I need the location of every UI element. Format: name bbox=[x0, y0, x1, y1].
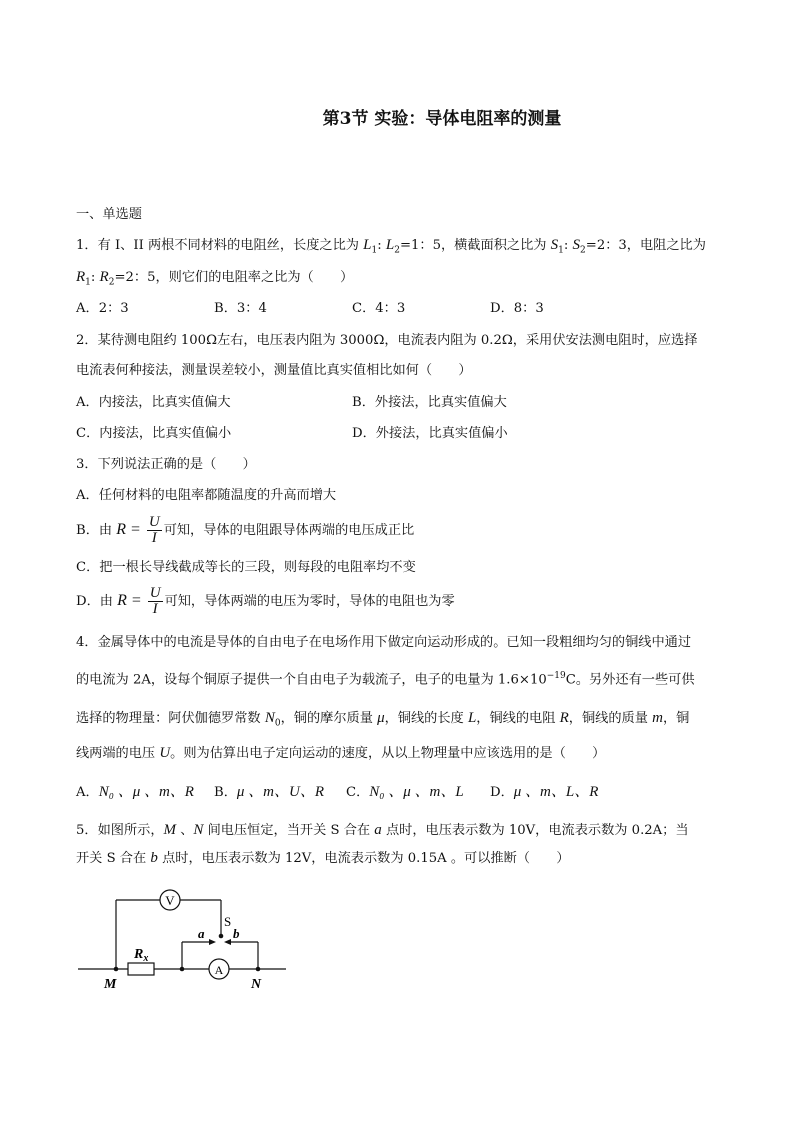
q1-option-c[interactable]: C．4：3 bbox=[352, 301, 406, 316]
q1-option-d[interactable]: D．8：3 bbox=[490, 301, 544, 316]
page-title: 第3节 实验：导体电阻率的测量 bbox=[322, 109, 562, 129]
var-L2-subscript: 2 bbox=[394, 245, 400, 256]
option-variables: N₀ 、μ 、m、L bbox=[369, 784, 464, 800]
var-L1-subscript: 1 bbox=[371, 245, 378, 256]
question-1-line-1 bbox=[76, 235, 706, 261]
point-b-label: b bbox=[233, 926, 240, 941]
q4-exponent: −19 bbox=[546, 671, 566, 681]
option-letter: D． bbox=[490, 785, 514, 800]
var-L1: L bbox=[363, 237, 372, 253]
q3-option-d-prefix: D．由 bbox=[76, 594, 118, 609]
q5-text: 间电压恒定，当开关 S 合在 bbox=[203, 823, 375, 838]
node-dot bbox=[180, 967, 185, 972]
question-3-stem: 3．下列说法正确的是（ ） bbox=[76, 457, 256, 472]
q3-option-a[interactable]: A．任何材料的电阻率都随温度的升高而增大 bbox=[76, 488, 337, 503]
var-R1-subscript: 1 bbox=[85, 277, 91, 288]
var-S1: S bbox=[550, 237, 559, 253]
resistor-rx bbox=[128, 963, 154, 975]
q5-text: 点时，电压表示数为 12V，电流表示数为 0.15A 。可以推断（ ） bbox=[157, 851, 570, 866]
q1-text: 1．有 I、II 两根不同材料的电阻丝，长度之比为 bbox=[76, 238, 364, 253]
arrow-b-icon bbox=[224, 939, 231, 945]
var-b: b bbox=[150, 850, 158, 866]
q3-option-b-text: 可知，导体的电阻跟导体两端的电压成正比 bbox=[163, 523, 415, 538]
q3-option-d[interactable] bbox=[76, 582, 455, 621]
option-letter: B． bbox=[214, 785, 237, 800]
var-mu: μ bbox=[377, 710, 385, 726]
node-n-label: N bbox=[251, 977, 262, 992]
voltmeter-label: V bbox=[165, 893, 175, 908]
resistor-label bbox=[133, 947, 148, 964]
q4-text: ，铜的摩尔质量 bbox=[280, 711, 378, 726]
question-4-line-2 bbox=[76, 666, 695, 690]
q4-line2-text: C。另外还有一些可供 bbox=[565, 672, 695, 688]
q4-line2-text: 的电流为 2A，设每个铜原子提供一个自由电子为载流子，电子的电量为 1.6×10 bbox=[76, 672, 547, 688]
var-S2: S bbox=[572, 237, 581, 253]
formula-denominator: I bbox=[152, 601, 158, 617]
var-R1: R bbox=[76, 269, 86, 285]
var-N0: N bbox=[264, 710, 275, 726]
var-m: m bbox=[652, 710, 663, 726]
formula-fraction bbox=[147, 515, 162, 546]
formula-equals: = bbox=[126, 592, 146, 609]
switch-pivot bbox=[219, 934, 224, 939]
q2-option-a[interactable]: A．内接法，比真实值偏大 bbox=[76, 395, 231, 410]
resistor-label-sub: x bbox=[143, 953, 149, 964]
q3-option-b[interactable] bbox=[76, 511, 414, 550]
var-R2: R bbox=[99, 269, 109, 285]
q1-text: =2：3，电阻之比为 bbox=[585, 238, 706, 253]
var-a: a bbox=[374, 822, 382, 838]
q1-separator: : bbox=[377, 238, 386, 253]
q3-option-b-prefix: B．由 bbox=[76, 523, 117, 538]
question-5-line-1 bbox=[76, 820, 689, 841]
node-m-label: M bbox=[104, 977, 117, 992]
q5-text: 点时，电压表示数为 10V，电流表示数为 0.2A；当 bbox=[381, 823, 689, 838]
formula-numerator: U bbox=[148, 514, 160, 530]
var-N0-subscript: 0 bbox=[274, 718, 281, 729]
q4-text: ，铜线的质量 bbox=[568, 711, 653, 726]
q3-option-d-text: 可知，导体两端的电压为零时，导体的电阻也为零 bbox=[164, 594, 455, 609]
arrow-a-icon bbox=[209, 939, 216, 945]
question-4-line-1: 4．金属导体中的电流是导体的自由电子在电场作用下做定向运动形成的。已知一段粗细均匀的铜线中通过 bbox=[76, 635, 692, 650]
question-1-line-2 bbox=[76, 267, 353, 293]
var-R2-subscript: 2 bbox=[108, 277, 115, 288]
q4-text: ，铜线的长度 bbox=[384, 711, 468, 726]
q5-text: 、 bbox=[176, 823, 194, 838]
var-L2: L bbox=[385, 237, 395, 253]
q4-text: ，铜 bbox=[662, 711, 690, 726]
question-5-line-2 bbox=[76, 848, 570, 869]
var-S2-subscript: 2 bbox=[580, 245, 586, 256]
q5-text: 5．如图所示， bbox=[76, 823, 164, 838]
formula-numerator: U bbox=[149, 585, 161, 601]
q4-option-a[interactable] bbox=[76, 782, 194, 803]
var-R: R bbox=[559, 710, 569, 726]
node-dot bbox=[256, 967, 261, 972]
q4-text: 。则为估算出电子定向运动的速度，从以上物理量中应该选用的是（ ） bbox=[170, 746, 606, 761]
option-variables: μ 、m、L、R bbox=[513, 784, 599, 800]
option-letter: A． bbox=[76, 785, 99, 800]
q2-option-c[interactable]: C．内接法，比真实值偏小 bbox=[76, 426, 232, 441]
ammeter-label: A bbox=[214, 963, 224, 977]
option-variables: N₀ 、μ 、m、R bbox=[98, 784, 194, 800]
q1-option-a[interactable]: A．2：3 bbox=[76, 301, 129, 316]
question-4-line-4 bbox=[76, 743, 605, 764]
question-4-line-3 bbox=[76, 708, 689, 734]
q4-text: 线两端的电压 bbox=[76, 746, 160, 761]
q4-option-c[interactable] bbox=[346, 782, 464, 803]
option-letter: C． bbox=[346, 785, 370, 800]
section-heading: 一、单选题 bbox=[76, 207, 142, 222]
q4-text: ，铜线的电阻 bbox=[476, 711, 560, 726]
var-M: M bbox=[163, 822, 177, 838]
resistor-label-main: R bbox=[134, 947, 144, 962]
q1-text: =2：5，则它们的电阻率之比为（ ） bbox=[114, 270, 354, 285]
q4-option-d[interactable] bbox=[490, 782, 598, 803]
question-2-line-1: 2．某待测电阻约 100Ω左右，电压表内阻为 3000Ω，电流表内阻为 0.2Ω，采用伏安法测电阻时，应选择 bbox=[76, 333, 698, 348]
q2-option-b[interactable]: B．外接法，比真实值偏大 bbox=[352, 395, 507, 410]
formula-fraction bbox=[148, 586, 163, 617]
q1-option-b[interactable]: B．3：4 bbox=[214, 301, 267, 316]
q1-text: =1：5，横截面积之比为 bbox=[399, 238, 551, 253]
q1-separator: : bbox=[90, 270, 100, 285]
q3-option-c[interactable]: C．把一根长导线截成等长的三段，则每段的电阻率均不变 bbox=[76, 560, 416, 575]
var-L: L bbox=[467, 710, 477, 726]
point-a-label: a bbox=[198, 926, 205, 941]
formula-R: R bbox=[116, 521, 127, 538]
formula-R: R bbox=[117, 592, 127, 609]
q4-text: 选择的物理量：阿伏伽德罗常数 bbox=[76, 711, 265, 726]
switch-label: S bbox=[224, 914, 232, 929]
q2-option-d[interactable]: D．外接法，比真实值偏小 bbox=[352, 426, 508, 441]
formula-equals: = bbox=[126, 521, 145, 538]
question-2-line-2: 电流表何种接法，测量误差较小，测量值比真实值相比如何（ ） bbox=[76, 363, 472, 378]
q5-text: 开关 S 合在 bbox=[76, 851, 151, 866]
formula-denominator: I bbox=[151, 530, 157, 546]
option-variables: μ 、m、U、R bbox=[236, 784, 324, 800]
q4-option-b[interactable] bbox=[214, 782, 324, 803]
circuit-diagram bbox=[76, 882, 306, 992]
node-dot bbox=[114, 967, 119, 972]
var-N: N bbox=[193, 822, 204, 838]
var-U: U bbox=[159, 745, 171, 761]
var-S1-subscript: 1 bbox=[558, 245, 564, 256]
q1-separator: : bbox=[563, 238, 573, 253]
